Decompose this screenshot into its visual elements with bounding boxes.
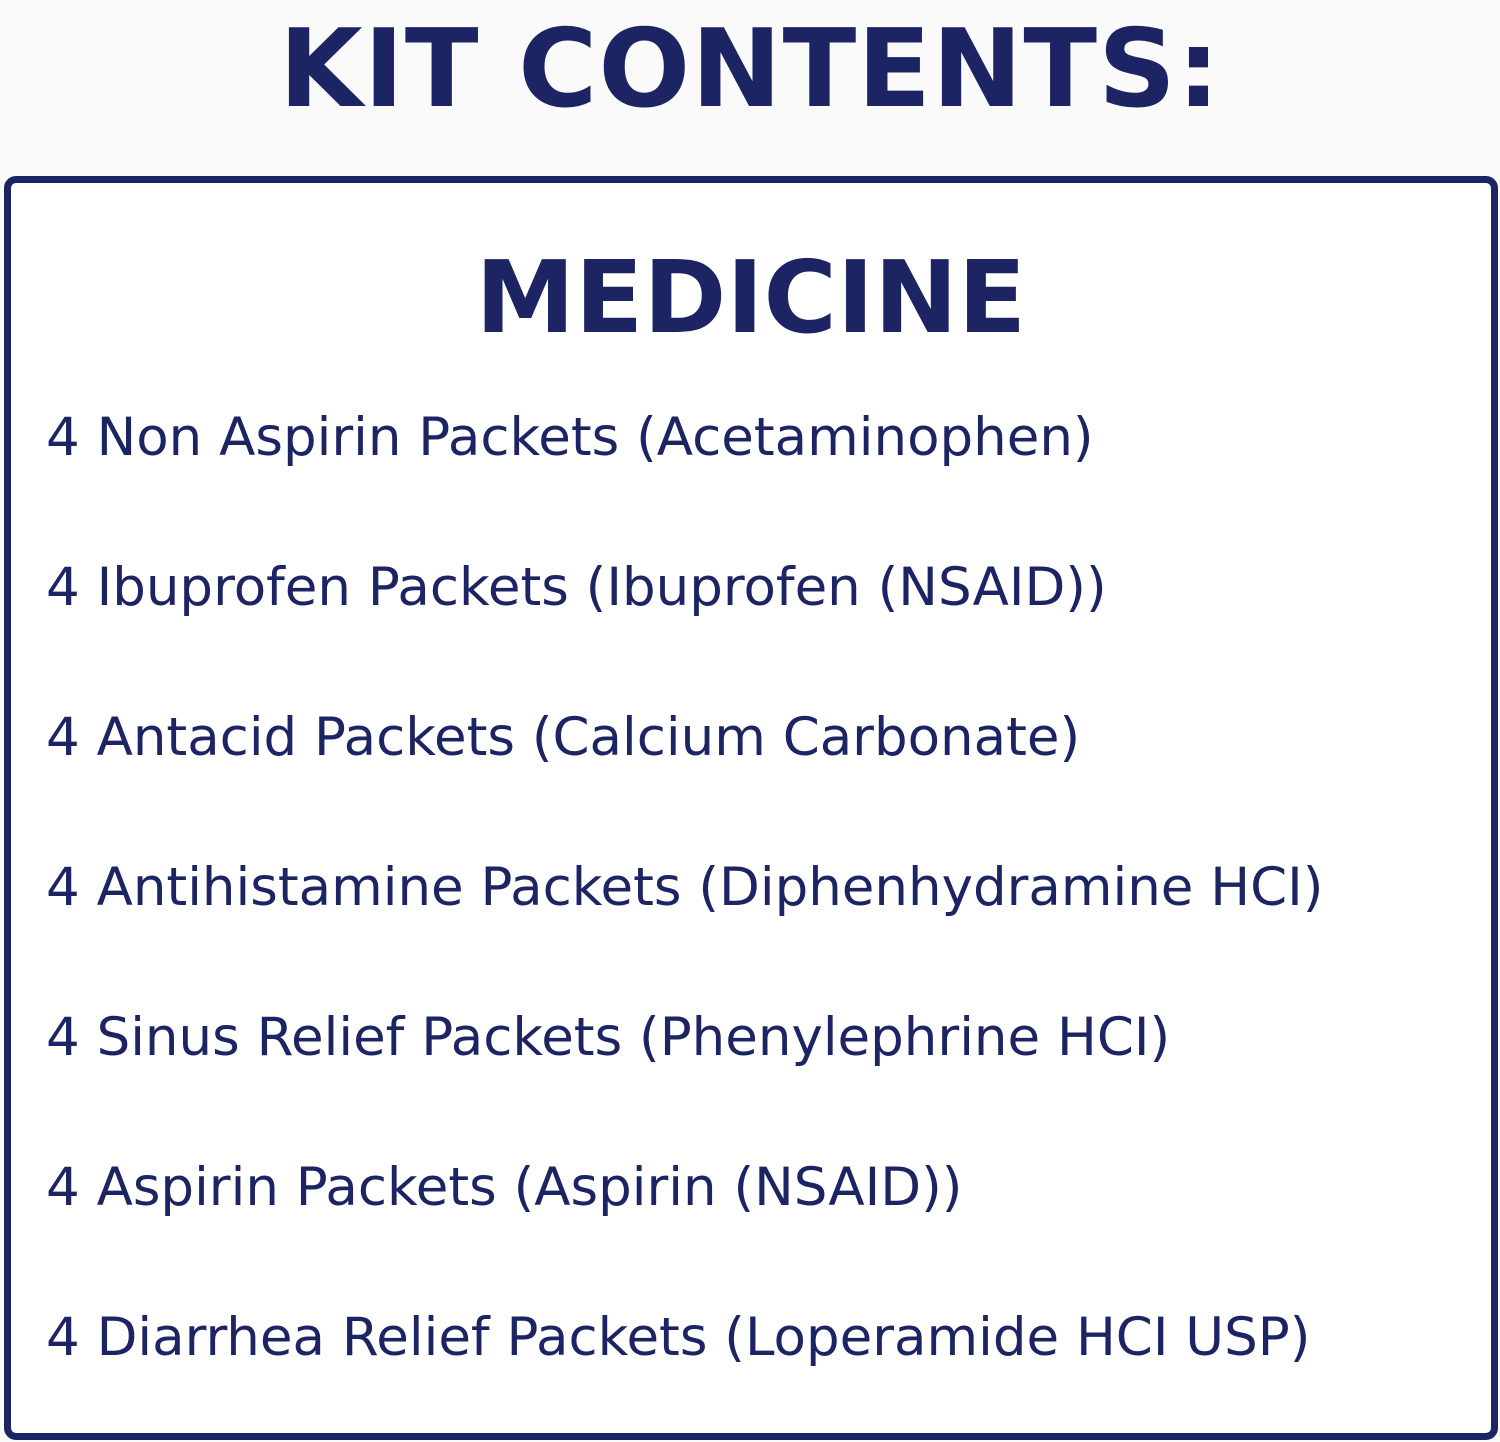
list-item: 4 Diarrhea Relief Packets (Loperamide HCI USP) xyxy=(46,1307,1311,1368)
medicine-list xyxy=(11,183,1491,1433)
medicine-panel xyxy=(4,176,1498,1440)
page-title: KIT CONTENTS: xyxy=(279,7,1222,132)
list-item: 4 Aspirin Packets (Aspirin (NSAID)) xyxy=(46,1157,963,1218)
list-item: 4 Antacid Packets (Calcium Carbonate) xyxy=(46,707,1081,768)
list-item: 4 Ibuprofen Packets (Ibuprofen (NSAID)) xyxy=(46,557,1107,618)
list-item: 4 Non Aspirin Packets (Acetaminophen) xyxy=(46,407,1094,468)
section-heading: MEDICINE xyxy=(475,239,1027,356)
list-item: 4 Antihistamine Packets (Diphenhydramine HCI) xyxy=(46,857,1324,918)
list-item: 4 Sinus Relief Packets (Phenylephrine HCI) xyxy=(46,1007,1171,1068)
